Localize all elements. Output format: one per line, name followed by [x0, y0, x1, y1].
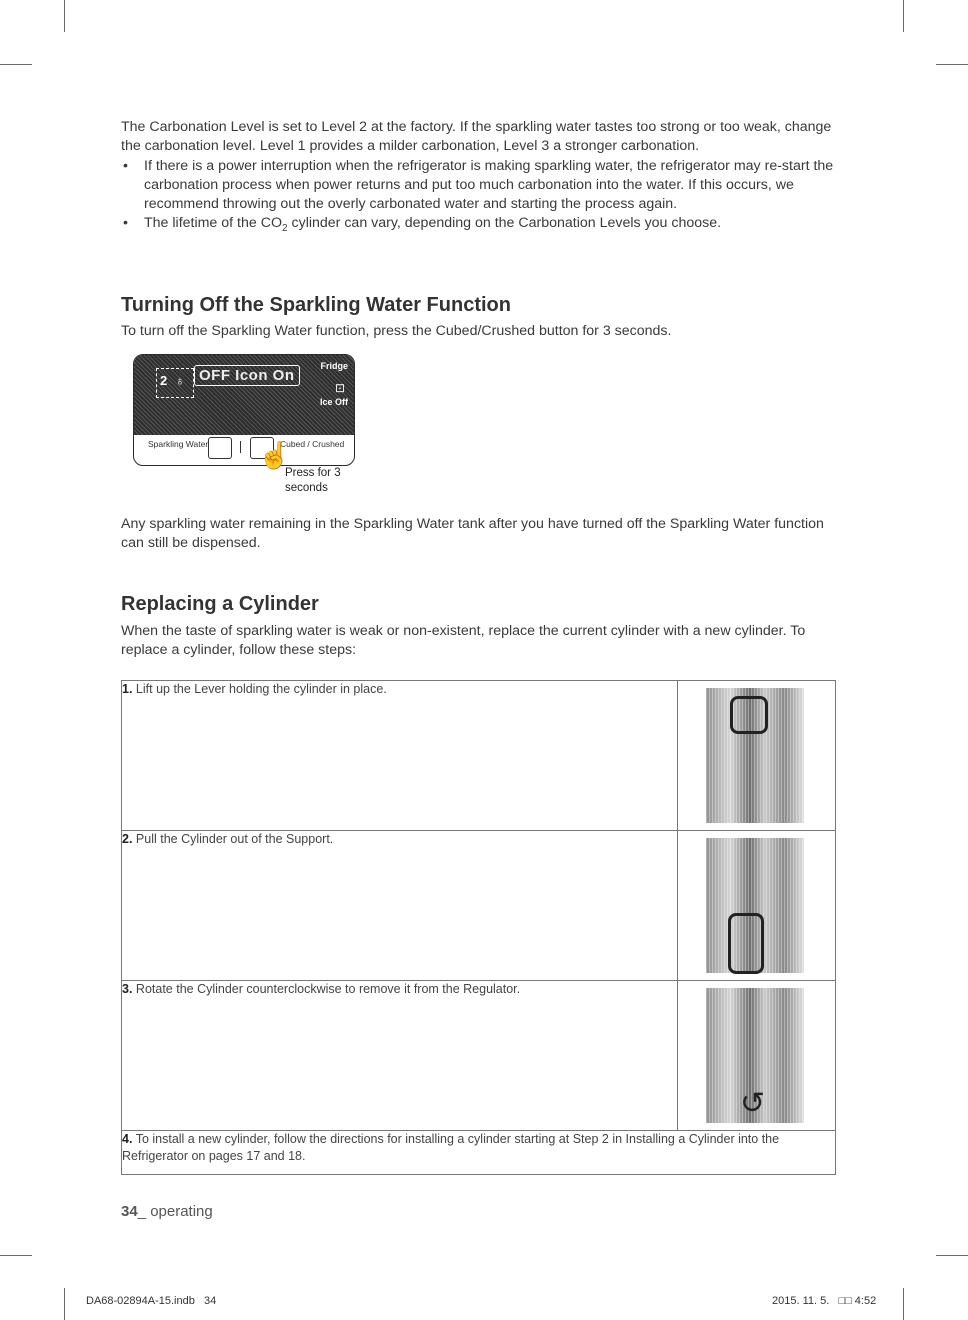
intro-section: [121, 118, 836, 239]
step-number: 2.: [122, 832, 133, 846]
level-icon: 2: [160, 373, 168, 388]
finger-press-icon: ☝: [258, 440, 291, 470]
ice-off-label: Ice Off: [319, 397, 348, 407]
step-number: 4.: [122, 1132, 133, 1146]
control-panel-illustration: [133, 354, 355, 466]
crop-mark: [936, 1255, 968, 1256]
remaining-water-text: Any sparkling water remaining in the Sparkling Water tank after you have turned off the Sparkling Water function can still be dispensed.: [121, 516, 824, 552]
crop-mark: [903, 1288, 904, 1320]
lever-photo: [706, 688, 804, 823]
page-number: 34: [121, 1203, 138, 1220]
step-photo-cell: [678, 981, 836, 1131]
rotate-cylinder-photo: [706, 988, 804, 1123]
button-divider: [240, 441, 241, 453]
step-cell: [122, 681, 678, 831]
crop-mark: [64, 0, 65, 32]
off-icon-on-label: OFF Icon On: [194, 365, 300, 386]
print-date: 2015. 11. 5. □□ 4:52: [772, 1295, 877, 1307]
highlight-circle: [730, 696, 768, 734]
step-cell: [122, 981, 678, 1131]
bullet-text-start: The lifetime of the CO: [144, 215, 282, 232]
intro-bullets: [121, 157, 836, 239]
steps-table: [121, 680, 836, 1175]
step-text: Pull the Cylinder out of the Support.: [135, 832, 334, 846]
sparkling-icon-box: [156, 368, 194, 398]
replacing-text: When the taste of sparkling water is weak or non-existent, replace the current cylinder with a new cylinder. To replace a cylinder, follow these steps:: [121, 623, 806, 659]
sparkling-water-label: Sparkling Water: [148, 439, 209, 449]
turning-off-heading: Turning Off the Sparkling Water Function: [121, 294, 511, 316]
table-row: [122, 831, 836, 981]
bullet-item: [121, 157, 836, 215]
highlight-circle: [728, 913, 764, 974]
replacing-heading: Replacing a Cylinder: [121, 593, 319, 615]
step-number: 3.: [122, 982, 133, 996]
crop-mark: [0, 1255, 32, 1256]
carbonation-paragraph: The Carbonation Level is set to Level 2 at the factory. If the sparkling water tastes too strong or too weak, change the carbonation level. Level 1 provides a milder carbonation, Level 3 a stronger carbonation.: [121, 119, 832, 155]
table-row: [122, 681, 836, 831]
cup-icon: ♁: [175, 373, 185, 388]
bullet-icon: •: [123, 157, 128, 174]
bullet-item: [121, 214, 836, 238]
fridge-label: Fridge: [320, 361, 348, 371]
turning-off-text: To turn off the Sparkling Water function, press the Cubed/Crushed button for 3 seconds.: [121, 323, 672, 339]
crop-mark: [903, 0, 904, 32]
step-number: 1.: [122, 682, 133, 696]
step-photo-cell: [678, 831, 836, 981]
step-text: To install a new cylinder, follow the directions for installing a cylinder starting at Step 2 in Installing a Cylinder into the Refrigerator on pages 17 and 18.: [122, 1132, 780, 1163]
bullet-text: If there is a power interruption when the refrigerator is making sparkling water, the refrigerator may re-start the carbonation process when power returns and put too much carbonation into the water. If this occurs, we recommend throwing out the overly carbonated water and starting the process again.: [144, 157, 834, 213]
page-footer: [121, 1203, 213, 1220]
print-slug: DA68-02894A-15.indb 34: [86, 1295, 217, 1307]
cubed-crushed-label: Cubed / Crushed: [280, 439, 345, 449]
step-cell: [122, 831, 678, 981]
section-name: _ operating: [137, 1203, 213, 1220]
bullet-icon: •: [123, 215, 128, 232]
crop-mark: [0, 64, 32, 65]
cylinder-support-photo: [706, 838, 804, 973]
step-text: Lift up the Lever holding the cylinder in place.: [135, 682, 387, 696]
press-callout: [285, 466, 341, 496]
step-photo-cell: [678, 681, 836, 831]
press-callout-line: Press for 3: [285, 467, 341, 479]
crop-mark: [936, 64, 968, 65]
step-cell: [122, 1131, 836, 1175]
control-panel-display: [134, 355, 354, 435]
subscript-2: 2: [282, 223, 288, 235]
rotate-arrow-icon: ↺: [740, 1087, 766, 1120]
sparkling-water-button[interactable]: [208, 437, 232, 459]
crop-mark: [64, 1288, 65, 1320]
table-row: [122, 981, 836, 1131]
table-row: [122, 1131, 836, 1175]
step-text: Rotate the Cylinder counterclockwise to remove it from the Regulator.: [135, 982, 521, 996]
lock-icon: ⊡: [334, 381, 345, 395]
press-callout-line: seconds: [285, 482, 328, 494]
bullet-text-end: cylinder can vary, depending on the Carbonation Levels you choose.: [287, 215, 722, 232]
